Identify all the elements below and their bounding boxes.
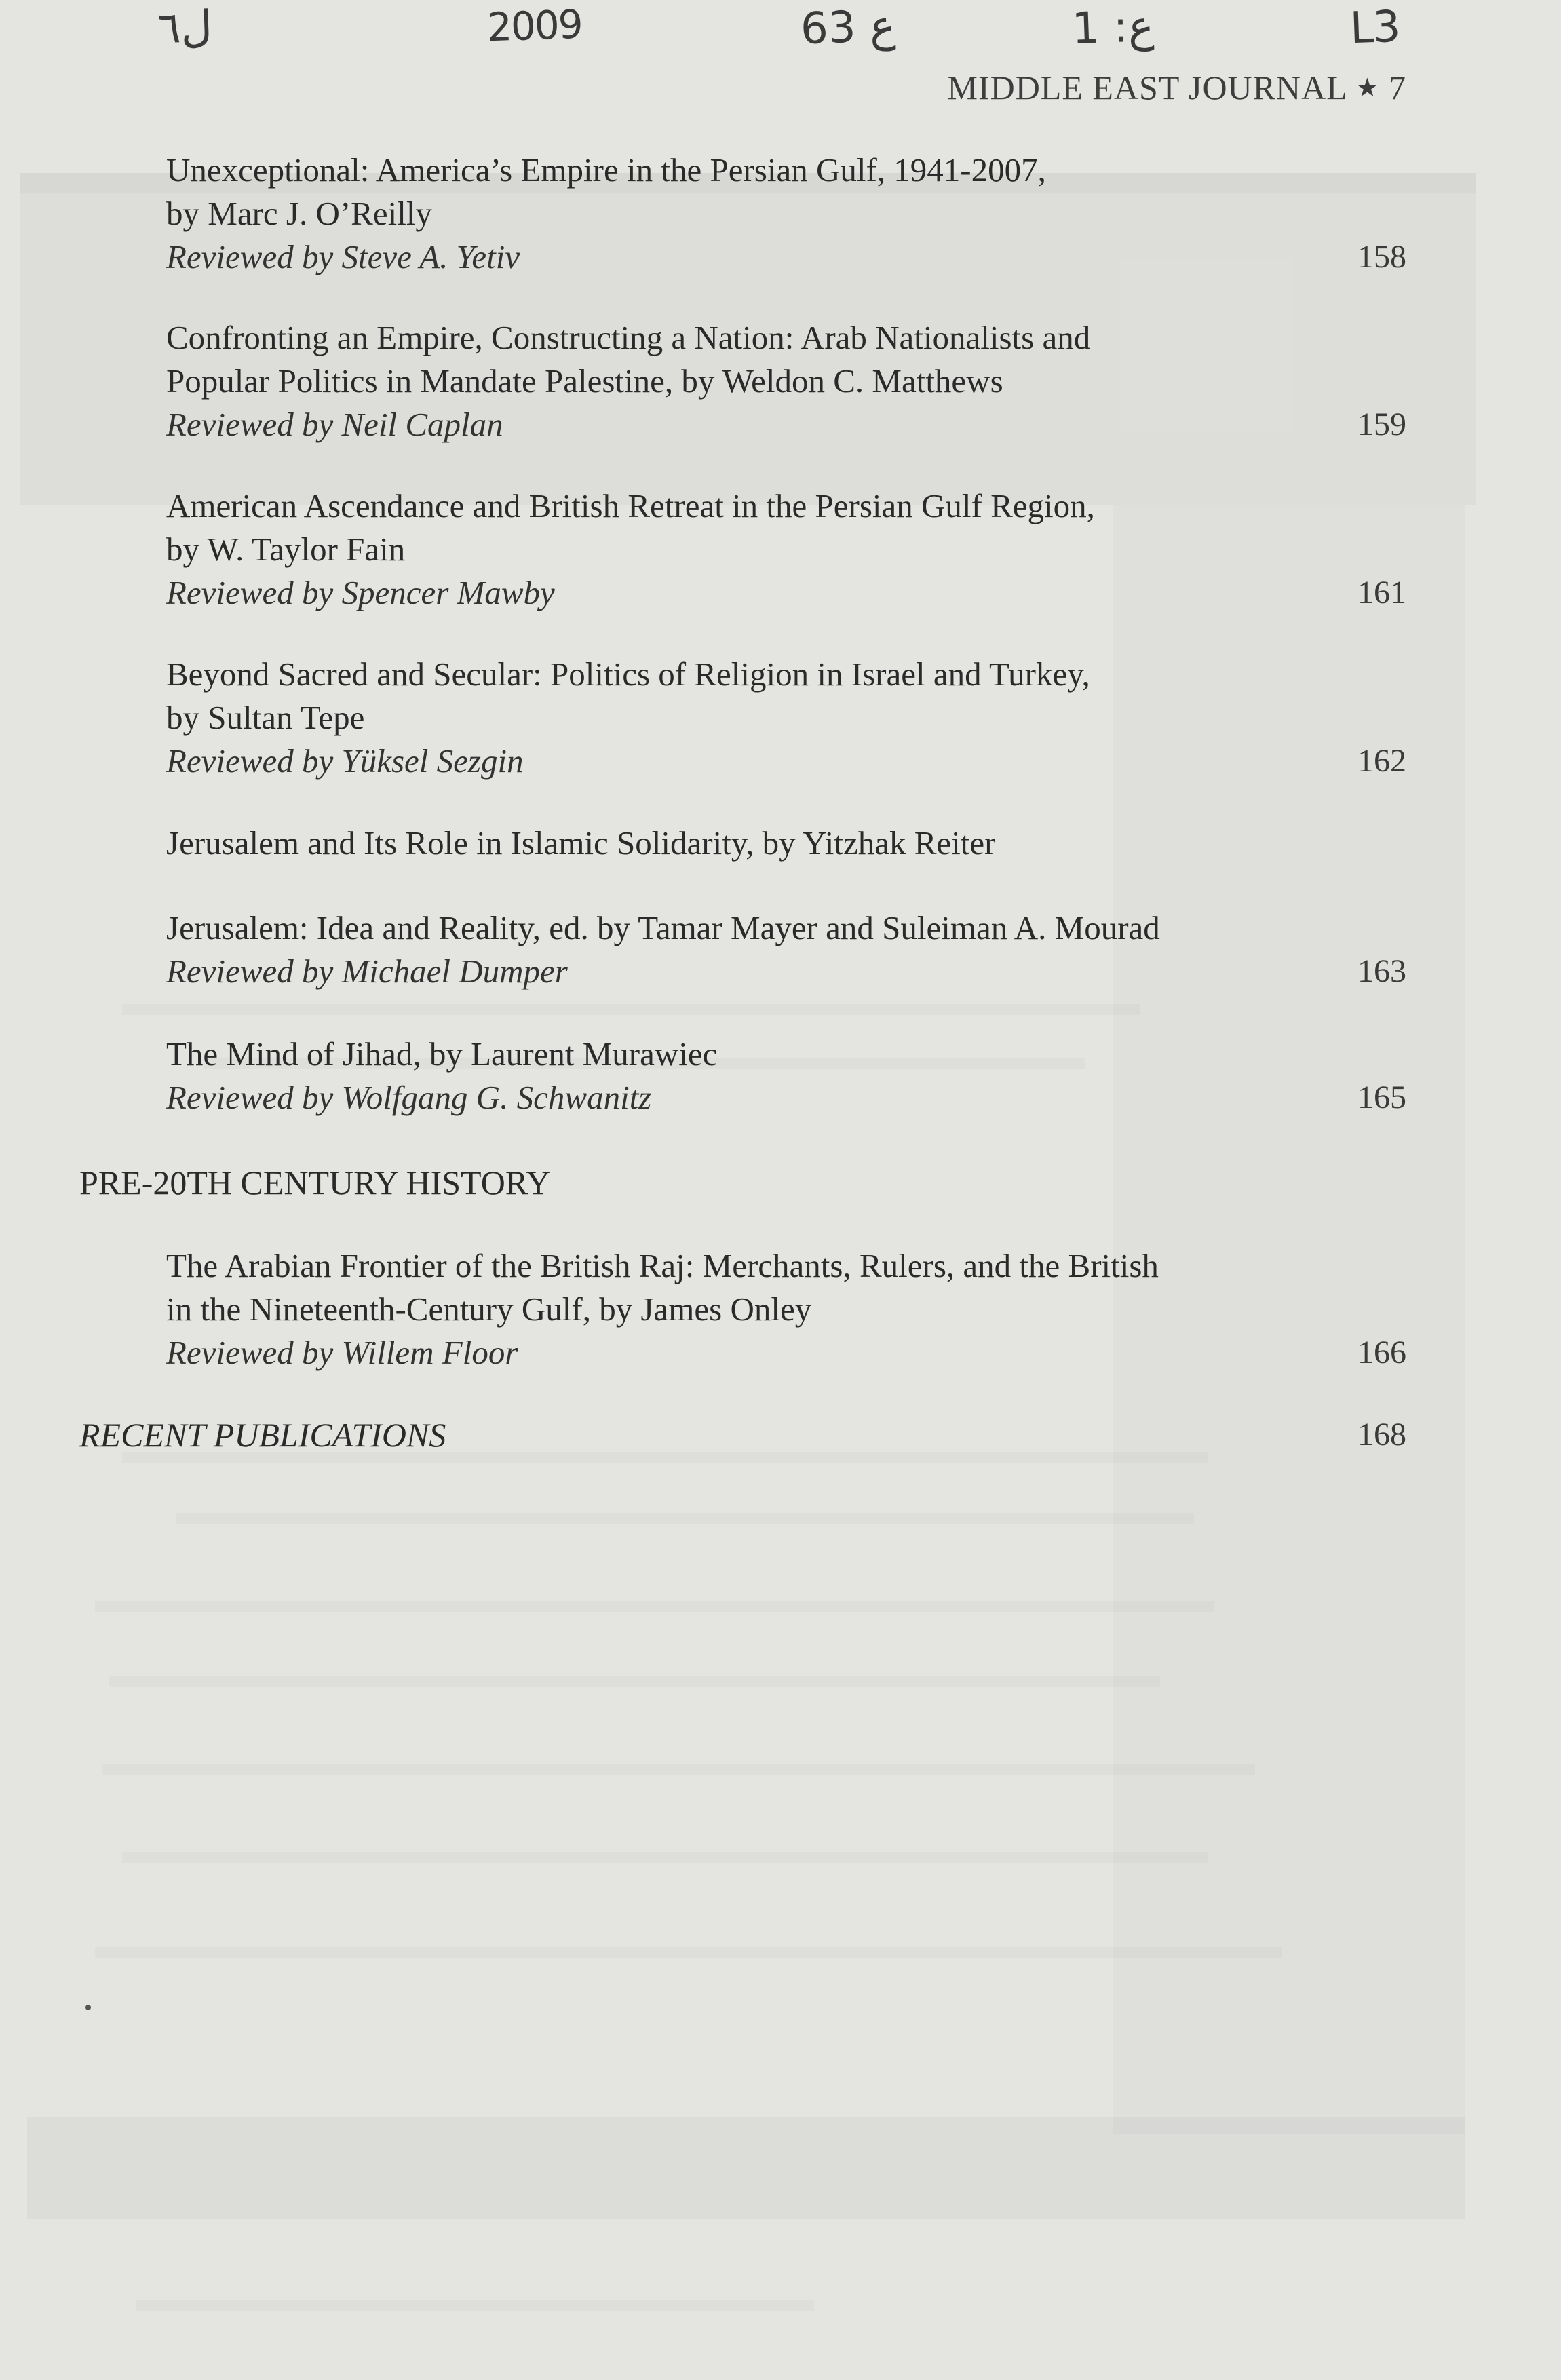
entry-title-line: American Ascendance and British Retreat in the Persian Gulf Region, <box>166 487 1095 524</box>
running-head-page-number: 7 <box>1389 69 1406 107</box>
handwritten-note: L3 <box>1349 1 1400 54</box>
handwritten-note: ل٦ <box>156 1 214 54</box>
reverse-side-bleed-line <box>102 1764 1255 1775</box>
entry-title-line: Confronting an Empire, Constructing a Nation: Arab Nationalists and <box>166 319 1091 356</box>
entry-page-number: 162 <box>1357 743 1406 779</box>
toc-entry <box>166 653 1406 783</box>
section-heading: PRE-20TH CENTURY HISTORY <box>79 1164 551 1202</box>
reverse-side-bleed-line <box>109 1676 1160 1687</box>
reverse-side-bleed-line <box>136 2300 814 2311</box>
toc-entry <box>166 1244 1406 1375</box>
entry-title-line: Jerusalem and Its Role in Islamic Solidarity, by Yitzhak Reiter <box>166 824 996 862</box>
running-head <box>947 68 1406 107</box>
entry-title-line: The Mind of Jihad, by Laurent Murawiec <box>166 1035 718 1073</box>
entry-page-number: 159 <box>1357 406 1406 442</box>
entry-page-number: 163 <box>1357 953 1406 989</box>
toc-entry <box>166 906 1406 993</box>
reverse-side-bleed-bottom <box>27 2117 1465 2219</box>
entry-title-line: by Sultan Tepe <box>166 699 365 736</box>
recent-publications <box>79 1413 1406 1457</box>
entry-reviewer: Reviewed by Yüksel Sezgin <box>166 742 524 780</box>
entry-reviewer: Reviewed by Steve A. Yetiv <box>166 238 520 275</box>
entry-page-number: 166 <box>1357 1335 1406 1370</box>
toc-entry <box>166 484 1406 615</box>
entry-page-number: 158 <box>1357 239 1406 275</box>
reverse-side-bleed-line <box>122 1004 1140 1015</box>
toc-entry <box>166 822 1406 865</box>
entry-title-line: by Marc J. O’Reilly <box>166 195 432 232</box>
entry-reviewer: Reviewed by Wolfgang G. Schwanitz <box>166 1079 652 1116</box>
recent-publications-page-number: 168 <box>1357 1417 1406 1453</box>
entry-reviewer: Reviewed by Michael Dumper <box>166 953 568 990</box>
entry-title-line: Popular Politics in Mandate Palestine, by Weldon C. Matthews <box>166 362 1003 400</box>
entry-title-line: in the Nineteenth-Century Gulf, by James Onley <box>166 1290 812 1328</box>
entry-page-number: 165 <box>1357 1079 1406 1115</box>
entry-title-line: The Arabian Frontier of the British Raj: Merchants, Rulers, and the British <box>166 1247 1159 1284</box>
reverse-side-bleed-line <box>122 1852 1208 1863</box>
entry-title-line: Unexceptional: America’s Empire in the Persian Gulf, 1941-2007, <box>166 151 1046 189</box>
star-icon: ★ <box>1355 73 1380 102</box>
entry-reviewer: Reviewed by Spencer Mawby <box>166 574 555 611</box>
stray-mark <box>85 2005 91 2010</box>
entry-title-line: Jerusalem: Idea and Reality, ed. by Tamar Mayer and Suleiman A. Mourad <box>166 909 1160 946</box>
entry-reviewer: Reviewed by Neil Caplan <box>166 406 503 443</box>
reverse-side-bleed-line <box>176 1513 1194 1524</box>
reverse-side-bleed-line <box>95 1947 1282 1958</box>
handwritten-note: ع 63 <box>799 1 897 55</box>
handwritten-note: ع: 1 <box>1071 1 1155 55</box>
toc-entry <box>166 149 1406 279</box>
entry-title-line: Beyond Sacred and Secular: Politics of Religion in Israel and Turkey, <box>166 655 1090 693</box>
toc-entry <box>166 316 1406 446</box>
handwritten-note: 2009 <box>486 1 583 51</box>
reverse-side-bleed-line <box>95 1601 1214 1612</box>
toc-entry <box>166 1033 1406 1119</box>
entry-reviewer: Reviewed by Willem Floor <box>166 1334 518 1371</box>
recent-publications-label: RECENT PUBLICATIONS <box>79 1416 446 1454</box>
entry-page-number: 161 <box>1357 575 1406 611</box>
entry-title-line: by W. Taylor Fain <box>166 531 406 568</box>
journal-title: MIDDLE EAST JOURNAL <box>947 69 1347 107</box>
